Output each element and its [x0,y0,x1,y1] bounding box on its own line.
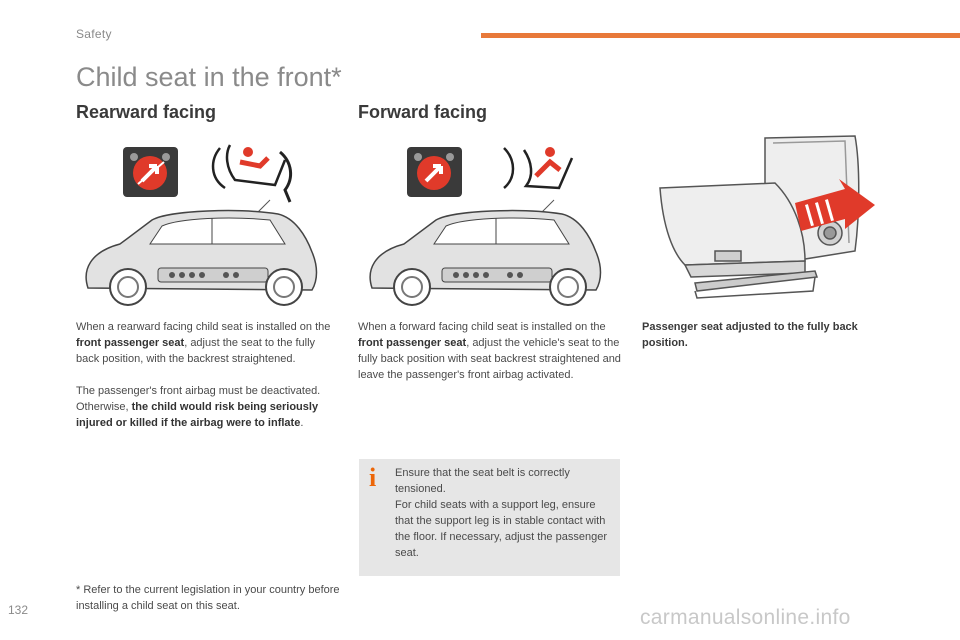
info-text [395,465,609,561]
page-number: 132 [8,603,29,617]
section-label: Safety [76,27,112,41]
forward-p1-text-end: , adjust the vehicle's seat to the fully back position with seat backrest straightened and leave the passenger's front airbag activated. [358,337,621,381]
passenger-seat-illustration [655,133,885,303]
page-title: Child seat in the front* [76,62,342,92]
forward-facing-child-seat-icon [504,147,572,188]
forward-p1-text: When a forward facing child seat is installed on the [358,321,606,333]
forward-car-illustration [364,140,609,310]
info-box [359,459,620,576]
info-line-1: Ensure that the seat belt is correctly tensioned. [395,467,570,495]
forward-heading: Forward facing [358,102,488,122]
rearward-p1-bold: front passenger seat [76,337,185,349]
rearward-paragraph-2 [76,383,336,431]
rearward-p2-text: The passenger's front airbag must be deactivated. Otherwise, [76,385,321,413]
car-silhouette [86,211,316,305]
rearward-heading: Rearward facing [76,102,217,122]
airbag-off-indicator-icon [123,147,178,197]
section-accent-bar [481,33,960,38]
watermark: carmanualsonline.info [640,606,851,629]
footnote: * Refer to the current legislation in your country before installing a child seat on this seat. [76,584,340,612]
forward-p1-bold: front passenger seat [358,337,467,349]
info-line-2: For child seats with a support leg, ensure that the support leg is in stable contact with the floor. If necessary, adjust the passenger seat. [395,499,607,559]
rearward-p2-warning: the child would risk being seriously injured or killed if the airbag were to inflate [76,401,319,429]
rearward-p1-text-end: , adjust the seat to the fully back position, with the backrest straightened. [76,337,316,365]
rear-facing-child-seat-icon [213,145,291,202]
info-icon: i [369,463,377,492]
seat-caption: Passenger seat adjusted to the fully back position. [642,321,858,349]
rearward-p2-period: . [300,417,304,429]
rearward-p1-text: When a rearward facing child seat is installed on the [76,321,331,333]
forward-paragraph [358,319,623,383]
car-silhouette [370,211,600,305]
rearward-car-illustration [80,140,325,310]
rearward-paragraph-1 [76,319,336,367]
airbag-on-indicator-icon [407,147,462,197]
